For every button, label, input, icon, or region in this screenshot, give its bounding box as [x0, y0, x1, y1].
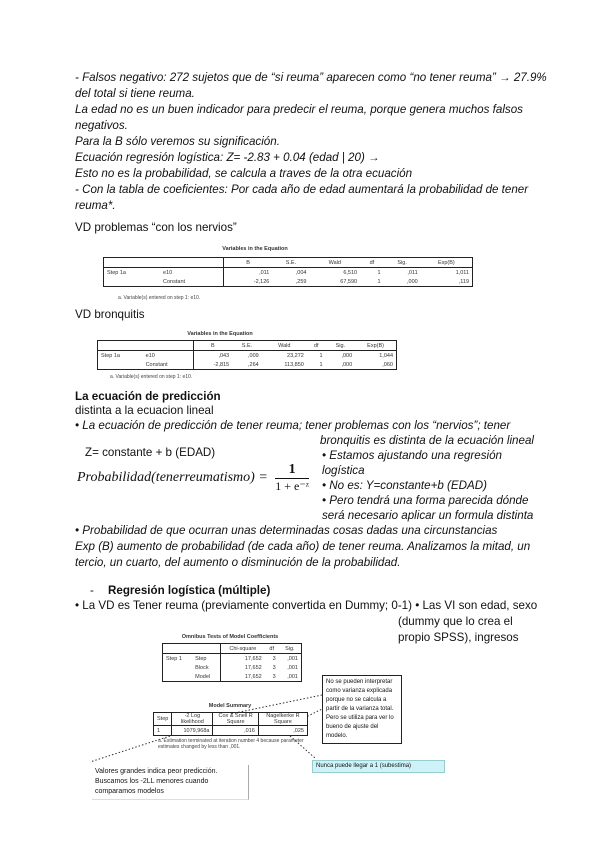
text-line: distinta a la ecuacion lineal [75, 404, 214, 417]
text-line: Para la B sólo veremos su significación. [75, 135, 280, 148]
connector-line [230, 695, 322, 714]
section-heading-nervios: VD problemas “con los nervios” [75, 221, 237, 234]
table-row: Step 1 Step 17,652 3 ,001 [166, 655, 298, 662]
text-line: - Con la tabla de coeficientes: Por cada año de edad aumentará la probabilidad de tener [75, 183, 529, 196]
text-line: • Estamos ajustando una regresión [322, 449, 503, 462]
table2-title: Variables in the Equation [187, 331, 253, 337]
text-line: Exp (B) aumento de probabilidad (de cada año) de tener reuma. Analizamos la mitad, un [75, 540, 531, 553]
text-line: del total si tiene reuma. [75, 87, 195, 100]
table-row: Model 17,652 3 ,001 [195, 673, 298, 680]
omnibus-table: Chi-square df Sig. Step 1 Step 17,652 3 ,001 Block 17,652 3 ,001 Model 17,652 3 ,001 [162, 643, 302, 682]
text-line: Ecuación regresión logística: Z= -2.83 + 0.04 (edad | 20) → [75, 151, 380, 164]
section-heading-multiple: Regresión logística (múltiple) [108, 584, 271, 597]
text-line: tercio, un cuarto, del aumento o disminución de la probabilidad. [75, 556, 401, 569]
table-row: Constant -2,126 ,259 67,590 1 ,000 ,119 [163, 278, 469, 285]
text-line: • La ecuación de predicción de tener reuma; tener problemas con los “nervios”; tener [75, 419, 511, 432]
model-summary-title: Model Summary [208, 703, 252, 709]
table-row: Step 1a e10 ,011 ,004 6,510 1 ,011 1,011 [107, 269, 469, 276]
table2: B S.E. Wald df Sig. Exp(B) Step 1a e10 ,043 ,009 23,272 1 ,000 1,044 Constant -2,815 ,264 113,850 1 ,000 ,060 [97, 340, 397, 370]
connector-line [90, 736, 170, 762]
callout-valores: Valores grandes indica peor predicción. Buscamos los -2LL menores cuando comparamos modelos [92, 765, 249, 800]
text-line: • No es: Y=constante+b (EDAD) [322, 479, 487, 492]
text-line: (dummy que lo crea el [398, 615, 513, 628]
model-summary-table: Step -2 Log likelihood Cox & Snell R Square Nagelkerke R Square 1 1079,968a ,016 ,025 [153, 712, 308, 736]
omnibus-title: Omnibus Tests of Model Coefficients [181, 634, 279, 640]
table1-footnote: a. Variable(s) entered on step 1: e10. [118, 295, 201, 301]
model-summary-footnote: a. Estimation terminated at iteration number 4 because parameter estimates changed by less than ,001. [158, 738, 304, 750]
table2-footnote: a. Variable(s) entered on step 1: e10. [110, 374, 193, 380]
callout-varianza: No se pueden interpretar como varianza explicada porque no se calcula a partir de la varianza total. Pero se utiliza para ver lo bueno de ajuste del modelo. [322, 675, 402, 744]
text-line: propio SPSS), ingresos [398, 631, 519, 644]
table-row: Constant -2,815 ,264 113,850 1 ,000 ,060 [145, 361, 393, 368]
z-formula: Z= constante + b (EDAD) [85, 446, 216, 459]
table-row: Block 17,652 3 ,001 [195, 664, 298, 671]
connector-line [290, 736, 315, 758]
text-line: reuma*. [75, 199, 116, 212]
callout-nunca: Nunca puede llegar a 1 (subestima) [312, 760, 445, 773]
text-line: • Probabilidad de que ocurran unas determinadas cosas dadas una circunstancias [75, 524, 498, 537]
section-heading-ecuacion: La ecuación de predicción [75, 390, 221, 403]
probability-formula: Probabilidad(tenerreumatismo) = $\frac{1}{\text{1 + e⁻ᶻ}}$ [77, 462, 309, 493]
text-line: logística [322, 464, 365, 477]
text-line: negativos. [75, 119, 128, 132]
list-dash: - [90, 584, 94, 597]
section-heading-bronquitis: VD bronquitis [75, 308, 145, 321]
text-line: bronquitis es distinta de la ecuación lineal [320, 434, 534, 447]
text-line: Esto no es la probabilidad, se calcula a traves de la otra ecuación [75, 167, 413, 180]
text-line: - Falsos negativo: 272 sujetos que de “si reuma” aparecen como “no tener reuma” → 27.9% [75, 71, 547, 84]
text-line: será necesario aplicar un formula distinta [322, 509, 534, 522]
text-line: • Pero tendrá una forma parecida dónde [322, 494, 529, 507]
table-row: 1 1079,968a ,016 ,025 [154, 726, 308, 736]
text-line: La edad no es un buen indicador para predecir el reuma, porque genera muchos falsos [75, 103, 523, 116]
table1-title: Variables in the Equation [222, 246, 288, 252]
text-line: • La VD es Tener reuma (previamente convertida en Dummy; 0-1) • Las VI son edad, sexo [75, 599, 538, 612]
table1: B S.E. Wald df Sig. Exp(B) Step 1a e10 ,011 ,004 6,510 1 ,011 1,011 Constant -2,126 ,259 67,590 1 ,000 ,119 [103, 257, 473, 287]
table-row: Step 1a e10 ,043 ,009 23,272 1 ,000 1,044 [101, 352, 393, 359]
